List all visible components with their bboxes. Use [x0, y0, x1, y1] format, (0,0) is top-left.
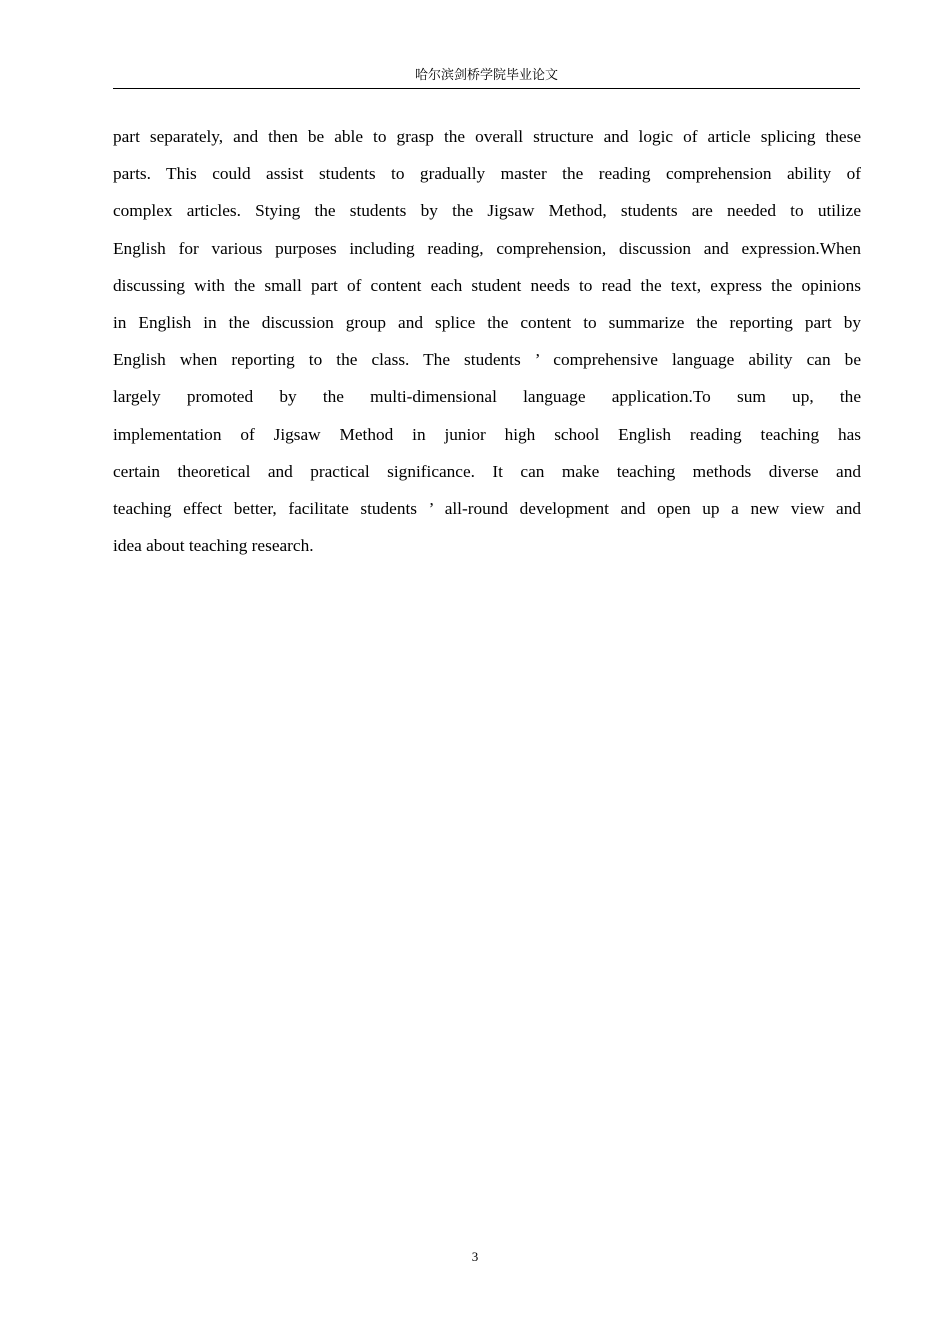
text-line: parts. This could assist students to gradually master the reading comprehension ability of — [113, 164, 861, 184]
text-line: English for various purposes including reading, comprehension, discussion and expression.When — [113, 238, 861, 258]
body-paragraph — [113, 118, 861, 564]
text-line: in English in the discussion group and splice the content to summarize the reporting part by — [113, 312, 861, 332]
text-line: implementation of Jigsaw Method in junior high school English reading teaching has — [113, 424, 861, 444]
page-number: 3 — [471, 1249, 479, 1264]
text-line: part separately, and then be able to grasp the overall structure and logic of article splicing these — [113, 127, 861, 146]
text-line: idea about teaching research. — [113, 536, 314, 556]
text-line: discussing with the small part of content each student needs to read the text, express the opinions — [113, 275, 861, 295]
text-line: largely promoted by the multi-dimensional language application.To sum up, the — [113, 387, 861, 407]
text-line: complex articles. Stying the students by the Jigsaw Method, students are needed to utilize — [113, 201, 861, 221]
header-title: 哈尔滨剑桥学院毕业论文 — [414, 68, 558, 83]
text-line: certain theoretical and practical significance. It can make teaching methods diverse and — [113, 461, 861, 481]
text-line: teaching effect better, facilitate students ’ all-round development and open up a new view and — [113, 498, 861, 518]
page-header — [113, 66, 860, 89]
text-line: English when reporting to the class. The students ’ comprehensive language ability can be — [113, 350, 861, 370]
